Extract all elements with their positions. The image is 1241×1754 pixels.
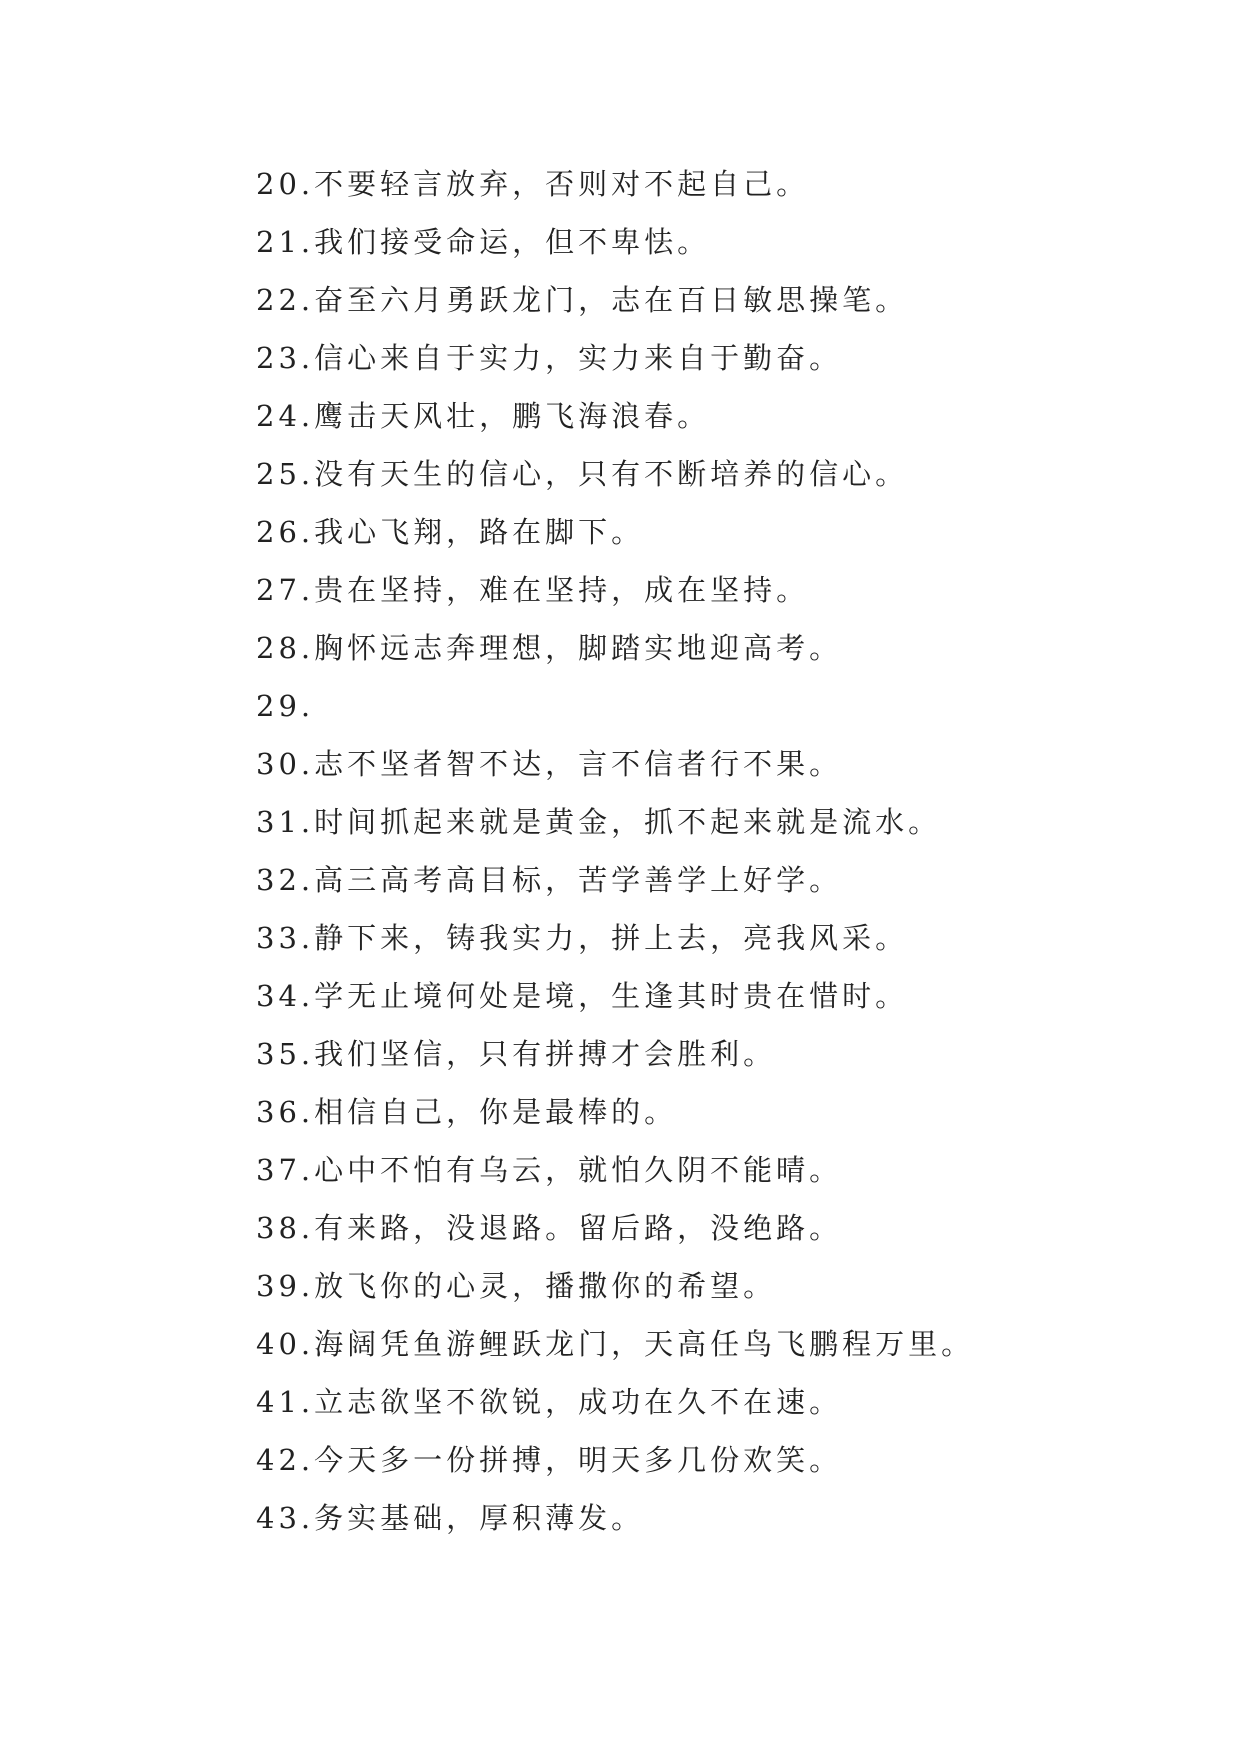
list-item: 35.我们坚信，只有拼搏才会胜利。 <box>256 1037 777 1071</box>
list-item: 21.我们接受命运，但不卑怯。 <box>256 225 711 259</box>
list-item: 26.我心飞翔，路在脚下。 <box>256 515 645 549</box>
list-item: 24.鹰击天风壮，鹏飞海浪春。 <box>256 399 711 433</box>
list-item: 40.海阔凭鱼游鲤跃龙门，天高任鸟飞鹏程万里。 <box>256 1327 975 1361</box>
list-item: 43.务实基础，厚积薄发。 <box>256 1501 645 1535</box>
list-item: 37.心中不怕有乌云，就怕久阴不能晴。 <box>256 1153 843 1187</box>
motto-list <box>256 155 974 1547</box>
list-item: 34.学无止境何处是境，生逢其时贵在惜时。 <box>256 979 909 1013</box>
list-item: 28.胸怀远志奔理想，脚踏实地迎高考。 <box>256 631 843 665</box>
list-item: 22.奋至六月勇跃龙门，志在百日敏思操笔。 <box>256 283 909 317</box>
list-item: 41.立志欲坚不欲锐，成功在久不在速。 <box>256 1385 843 1419</box>
list-item: 36.相信自己，你是最棒的。 <box>256 1095 678 1129</box>
list-item: 33.静下来，铸我实力，拼上去，亮我风采。 <box>256 921 909 955</box>
list-item: 42.今天多一份拼搏，明天多几份欢笑。 <box>256 1443 843 1477</box>
list-item: 30.志不坚者智不达，言不信者行不果。 <box>256 747 843 781</box>
list-item: 29. <box>256 689 315 723</box>
list-item: 27.贵在坚持，难在坚持，成在坚持。 <box>256 573 810 607</box>
list-item: 32.高三高考高目标，苦学善学上好学。 <box>256 863 843 897</box>
list-item: 31.时间抓起来就是黄金，抓不起来就是流水。 <box>256 805 942 839</box>
list-item: 23.信心来自于实力，实力来自于勤奋。 <box>256 341 843 375</box>
list-item: 39.放飞你的心灵，播撒你的希望。 <box>256 1269 777 1303</box>
list-item: 25.没有天生的信心，只有不断培养的信心。 <box>256 457 909 491</box>
list-item: 20.不要轻言放弃，否则对不起自己。 <box>256 167 810 201</box>
list-item: 38.有来路，没退路。留后路，没绝路。 <box>256 1211 843 1245</box>
